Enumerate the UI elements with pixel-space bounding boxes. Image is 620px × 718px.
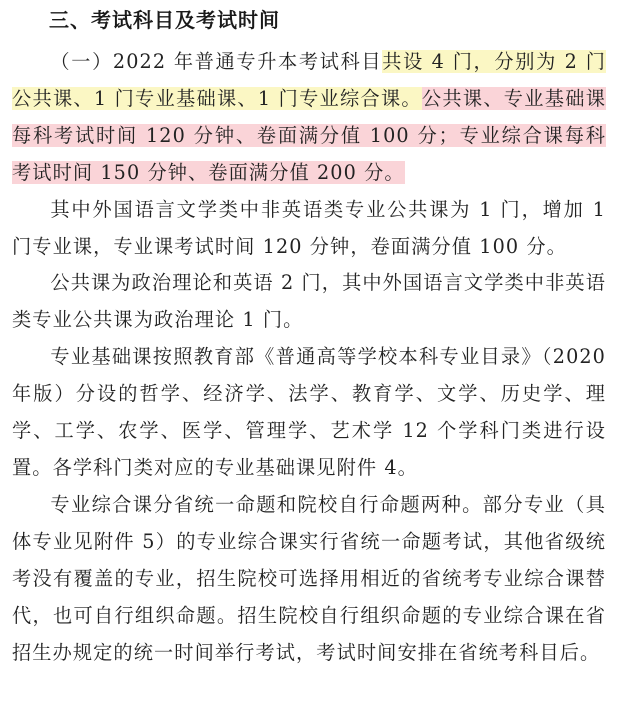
paragraph-1-plain-text: （一）2022 年普通专升本考试科目 [50,50,383,73]
pink-highlighted-text: 公共课、专业基础课每科考试时间 120 分钟、卷面满分值 100 分；专业综合课每科考试时间 150 分钟、卷面满分值 200 分。 [12,86,606,184]
paragraph-comprehensive-courses: 专业综合课分省统一命题和院校自行命题两种。部分专业（具体专业见附件 5）的专业综合课实行省统一命题考试，其他省级统考没有覆盖的专业，招生院校可选择用相近的省统考专业综合课替代，也可自行组织命题。招生院校自行组织命题的专业综合课在省招生办规定的统一时间举行考试，考试时间安排在省统考科目后。 [12,492,606,664]
yellow-highlighted-text: 共设 4 门，分别为 2 门公共课、1 门专业基础课、1 门专业综合课。 [12,50,606,110]
paragraph-foreign-language-note: 其中外国语言文学类中非英语类专业公共课为 1 门，增加 1 门专业课，专业课考试时间 120 分钟，卷面满分值 100 分。 [12,197,606,258]
paragraph-public-courses: 公共课为政治理论和英语 2 门，其中外国语言文学类中非英语类专业公共课为政治理论 1 门。 [12,271,606,332]
paragraph-exam-subjects [12,44,606,192]
document-body [12,44,606,671]
section-heading: 三、考试科目及考试时间 [49,8,280,32]
paragraph-basic-courses: 专业基础课按照教育部《普通高等学校本科专业目录》（2020 年版）分设的哲学、经济学、法学、教育学、文学、历史学、理学、工学、农学、医学、管理学、艺术学 12 个学科门类进行设置。各学科门类对应的专业基础课见附件 4。 [12,345,606,479]
